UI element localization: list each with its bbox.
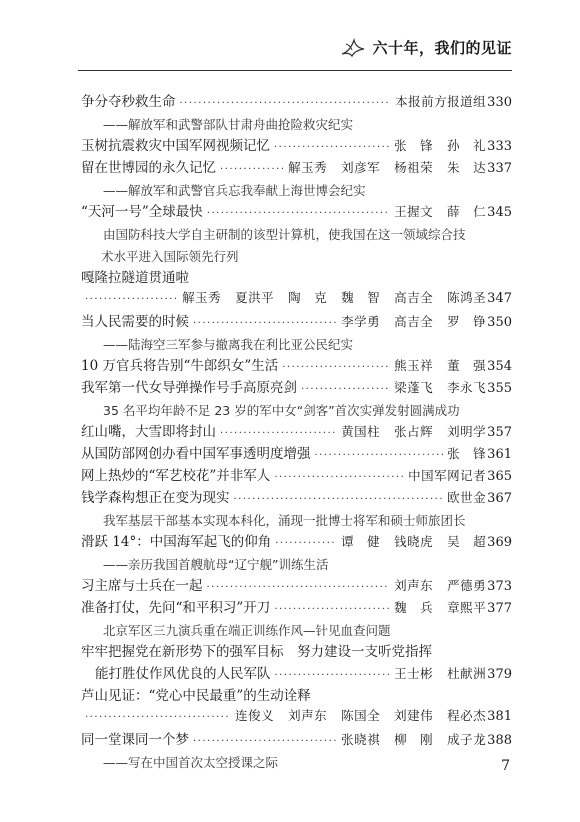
entry-title: 同一堂课同一个梦	[81, 732, 189, 748]
entry-title: 我军第一代女导弹操作号手高原亮剑	[81, 380, 297, 396]
author-name: 黄国柱	[341, 424, 381, 439]
entry-page-number: 365	[487, 469, 512, 484]
author-name: 杜献洲	[447, 666, 487, 681]
author-name: 王握文	[394, 204, 434, 219]
dot-leader	[301, 384, 390, 395]
entry-title: 准备打仗，先问“和平积习”开刀	[81, 600, 271, 616]
author-name: 刘声东	[288, 708, 328, 723]
toc-entry[interactable]	[81, 728, 512, 750]
author-name: 陈鸿圣	[447, 290, 487, 305]
entry-authors	[341, 312, 486, 330]
swallow-logo-icon	[340, 36, 366, 58]
entry-subtitle: ——亲历我国首艘航母“辽宁舰”训练生活	[103, 557, 329, 572]
entry-title: 网上热炒的“军艺校花”并非军人	[81, 468, 271, 484]
author-name: 刘建伟	[394, 708, 434, 723]
author-name: 成子龙	[447, 732, 487, 747]
toc-entry[interactable]	[81, 464, 512, 486]
running-header	[340, 36, 512, 58]
entry-page-number: 381	[487, 709, 512, 724]
entry-title: 10 万官兵将告别“牛郎织女”生活	[81, 358, 279, 374]
entry-authors	[394, 356, 486, 374]
toc-entry[interactable]	[81, 662, 512, 684]
header-rule	[78, 70, 512, 71]
toc-entry[interactable]	[81, 376, 512, 398]
dot-leader	[220, 428, 337, 439]
dot-leader	[220, 164, 284, 175]
author-name: 薛 仁	[447, 204, 487, 219]
entry-page-number: 350	[487, 315, 512, 330]
toc-entry[interactable]	[81, 596, 512, 618]
author-name: 解玉秀	[182, 290, 222, 305]
entry-authors	[394, 576, 486, 594]
author-name: 陈国全	[341, 708, 381, 723]
entry-subtitle: ——写在中国首次太空授课之际	[103, 755, 279, 770]
entry-title: 玉树抗震救灾中国军网视频记忆	[81, 138, 270, 154]
entry-page-number: 333	[487, 139, 512, 154]
toc-entry[interactable]	[81, 200, 512, 222]
author-name: 欧世金	[447, 490, 487, 505]
author-name: 罗 铮	[447, 314, 487, 329]
entry-page-number: 337	[487, 161, 512, 176]
author-name: 吴 超	[447, 534, 487, 549]
dot-leader	[207, 582, 391, 593]
entry-title: 习主席与士兵在一起	[81, 578, 203, 594]
author-name: 刘明学	[447, 424, 487, 439]
author-name: 解玉秀	[288, 160, 328, 175]
toc-entry[interactable]	[81, 684, 512, 706]
dot-leader	[85, 294, 178, 305]
entry-title: 从国防部网创办看中国军事透明度增强	[81, 446, 311, 462]
toc-entry[interactable]	[81, 156, 512, 178]
dot-leader	[274, 472, 404, 483]
toc-entry[interactable]	[81, 266, 512, 288]
author-name: 梁蓬飞	[394, 380, 434, 395]
entry-authors	[394, 378, 486, 396]
entry-page-number: 354	[487, 359, 512, 374]
entry-page-number: 373	[487, 579, 512, 594]
entry-title: 红山嘴，大雪即将封山	[81, 424, 216, 440]
author-name: 杨祖荣	[394, 160, 434, 175]
toc-entry[interactable]	[81, 420, 512, 442]
entry-authors	[182, 288, 486, 306]
entry-authors	[394, 598, 486, 616]
header-title: 六十年，我们的见证	[372, 38, 512, 57]
toc-entry[interactable]	[81, 486, 512, 508]
entry-page-number: 355	[487, 381, 512, 396]
author-name: 张占辉	[394, 424, 434, 439]
author-name: 刘彦军	[341, 160, 381, 175]
dot-leader	[180, 98, 392, 109]
dot-leader	[274, 142, 390, 153]
dot-leader	[234, 494, 444, 505]
dot-leader	[275, 670, 391, 681]
dot-leader	[193, 318, 337, 329]
entry-subtitle: 北京军区三九演兵重在端正训练作风—针见血查问题	[103, 623, 391, 638]
entry-page-number: 330	[487, 95, 512, 110]
entry-authors	[447, 488, 486, 506]
toc-entry[interactable]	[81, 310, 512, 332]
author-name: 王士彬	[394, 666, 434, 681]
entry-subtitle: 我军基层干部基本实现本科化，涌现一批博士将军和硕士师旅团长	[103, 513, 466, 528]
author-name: 魏 兵	[394, 600, 434, 615]
entry-title: 当人民需要的时候	[81, 314, 189, 330]
entry-authors	[341, 730, 486, 748]
author-name: 孙 礼	[447, 138, 487, 153]
author-name: 夏洪平	[235, 290, 275, 305]
toc-entry[interactable]	[81, 354, 512, 376]
dot-leader	[275, 538, 337, 549]
author-name: 张 锋	[394, 138, 434, 153]
toc-entry[interactable]	[81, 442, 512, 464]
entry-subtitle: ——解放军和武警部队甘肃舟曲抢险救灾纪实	[103, 117, 354, 132]
entry-page-number: 367	[487, 491, 512, 506]
entry-authors	[288, 158, 486, 176]
entry-subtitle: ——解放军和武警官兵忘我奉献上海世博会纪实	[103, 183, 366, 198]
entry-title: 芦山见证：“党心中民最重”的生动诠释	[81, 688, 311, 704]
entry-title: 滑跃 14°：中国海军起飞的仰角	[81, 534, 272, 550]
entry-authors	[394, 202, 486, 220]
entry-title: “天河一号”全球最快	[81, 204, 203, 220]
entry-title: 牢牢把握党在新形势下的强军目标 努力建设一支听党指挥	[81, 644, 432, 660]
entry-authors	[395, 92, 486, 110]
entry-page-number: 357	[487, 425, 512, 440]
author-name: 严德勇	[447, 578, 487, 593]
author-name: 熊玉祥	[394, 358, 434, 373]
entry-page-number: 361	[487, 447, 512, 462]
author-name: 魏 智	[341, 290, 381, 305]
entry-page-number: 345	[487, 205, 512, 220]
entry-page-number: 369	[487, 535, 512, 550]
entry-subtitle: 由国防科技大学自主研制的该型计算机，使我国在这一领域综合技	[103, 227, 466, 242]
dot-leader	[207, 208, 390, 219]
dot-leader	[282, 362, 390, 373]
author-name: 朱 达	[447, 160, 487, 175]
author-name: 高吉全	[394, 314, 434, 329]
author-name: 刘声东	[394, 578, 434, 593]
entry-authors	[235, 706, 486, 724]
entry-title: 留在世博园的永久记忆	[81, 160, 216, 176]
entry-title: 能打胜仗作风优良的人民军队	[95, 666, 271, 682]
entry-authors	[447, 444, 486, 462]
author-name: 陶 克	[288, 290, 328, 305]
entry-title: 钱学森构想正在变为现实	[81, 490, 230, 506]
toc-entry[interactable]	[81, 134, 512, 156]
toc-entry[interactable]	[81, 706, 512, 728]
author-name: 张晓祺	[341, 732, 381, 747]
entry-authors	[341, 532, 486, 550]
toc-entry[interactable]	[81, 288, 512, 310]
dot-leader	[315, 450, 444, 461]
toc-entry[interactable]	[81, 90, 512, 112]
author-name: 程必杰	[447, 708, 487, 723]
dot-leader	[85, 712, 231, 723]
author-name: 中国军网记者	[408, 468, 487, 483]
dot-leader	[193, 736, 337, 747]
author-name: 章熙平	[447, 600, 487, 615]
entry-title: 争分夺秒救生命	[81, 94, 176, 110]
toc-entry[interactable]	[81, 530, 512, 552]
entry-page-number: 377	[487, 601, 512, 616]
author-name: 李永飞	[447, 380, 487, 395]
entry-page-number: 388	[487, 733, 512, 748]
author-name: 柳 刚	[394, 732, 434, 747]
author-name: 高吉全	[394, 290, 434, 305]
author-name: 张 锋	[447, 446, 487, 461]
author-name: 李学勇	[341, 314, 381, 329]
author-name: 连俊义	[235, 708, 275, 723]
page-number: 7	[501, 758, 510, 774]
author-name: 本报前方报道组	[395, 94, 487, 109]
entry-subtitle: 术水平进入国际领先行列	[101, 249, 239, 264]
author-name: 董 强	[447, 358, 487, 373]
entry-authors	[341, 422, 486, 440]
entry-authors	[408, 466, 486, 484]
dot-leader	[274, 604, 390, 615]
author-name: 钱晓虎	[394, 534, 434, 549]
author-name: 谭 健	[341, 534, 381, 549]
entry-authors	[394, 136, 486, 154]
entry-page-number: 347	[487, 291, 512, 306]
entry-title: 嘎隆拉隧道贯通啦	[81, 270, 189, 286]
entry-page-number: 379	[487, 667, 512, 682]
entry-authors	[394, 664, 486, 682]
entry-subtitle: ——陆海空三军参与撤离我在利比亚公民纪实	[103, 337, 354, 352]
toc-entry[interactable]	[81, 574, 512, 596]
entry-subtitle: 35 名平均年龄不足 23 岁的军中女“剑客”首次实弹发射圆满成功	[103, 403, 460, 418]
toc-entry[interactable]	[81, 640, 512, 662]
